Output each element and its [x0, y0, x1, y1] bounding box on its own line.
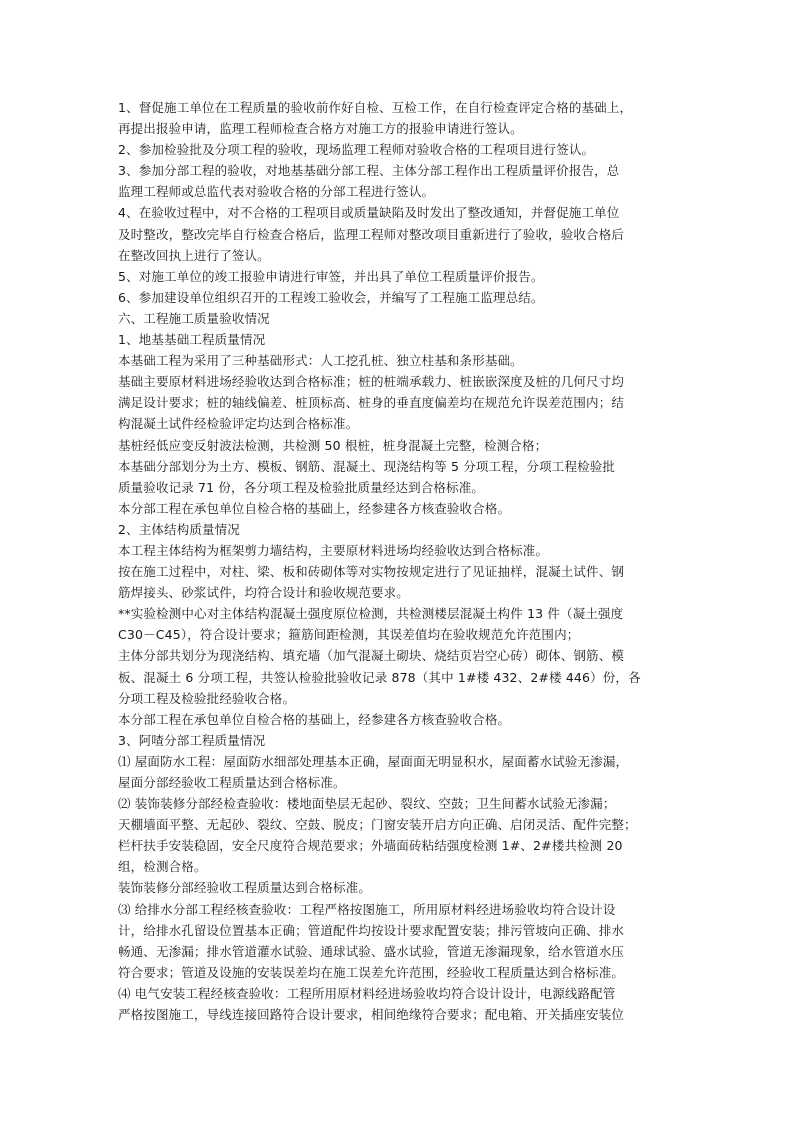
text-line: 在整改回执上进行了签认。 — [118, 247, 270, 263]
text-line: 分项工程及检验批经验收合格。 — [118, 690, 296, 706]
text-line: 屋面分部经验收工程质量达到合格标准。 — [118, 775, 346, 790]
text-line: 天棚墙面平整、无起砂、裂纹、空鼓、脱皮；门窗安装开启方向正确、启闭灵活、配件完整； — [118, 817, 637, 833]
text-line: 再提出报验申请，监理工程师检查合格方对施工方的报验申请进行签认。 — [118, 121, 523, 137]
document-body — [118, 97, 686, 1025]
text-line: 装饰装修分部经验收工程质量达到合格标准。 — [118, 880, 372, 896]
text-line: 基础主要原材料进场经验收达到合格标准；桩的桩端承载力、桩嵌嵌深度及桩的几何尺寸均 — [118, 374, 625, 390]
text-line: 监理工程师或总监代表对验收合格的分部工程进行签认。 — [118, 184, 435, 200]
text-line: ⑷ 电气安装工程经核查验收：工程所用原材料经进场验收均符合设计设计，电源线路配管 — [118, 985, 616, 1001]
text-line: 及时整改，整改完毕自行检查合格后，监理工程师对整改项目重新进行了验收，验收合格后 — [118, 226, 625, 242]
text-line: 本基础工程为采用了三种基础形式：人工挖孔桩、独立柱基和条形基础。 — [118, 353, 523, 369]
text-line: 计，给排水孔留设位置基本正确；管道配件均按设计要求配置安装；排污管坡向正确、排水 — [118, 922, 625, 938]
subsection-heading: 3、阿喳分部工程质量情况 — [118, 732, 266, 748]
text-line: 主体分部共划分为现浇结构、填充墙（加气混凝土砌块、烧结页岩空心砖）砌体、钢筋、模 — [118, 648, 625, 664]
text-line: ⑴ 屋面防水工程：屋面防水细部处理基本正确，屋面面无明显积水，屋面蓄水试验无渗漏， — [118, 753, 629, 769]
subsection-heading: 1、地基基础工程质量情况 — [118, 332, 266, 348]
text-line: **实验检测中心对主体结构混凝土强度原位检测，共检测楼层混凝土构件 13 件（凝土强度 — [118, 606, 624, 622]
text-line: 组，检测合格。 — [118, 859, 207, 875]
text-line: 本基础分部划分为土方、模板、钢筋、混凝土、现浇结构等 5 分项工程，分项工程检验批 — [118, 458, 616, 474]
text-line: ⑶ 给排水分部工程经核查验收：工程严格按图施工，所用原材料经进场验收均符合设计设 — [118, 901, 616, 917]
text-line: 基桩经低应变反射波法检测，共检测 50 根桩，桩身混凝土完整，检测合格； — [118, 437, 548, 453]
text-line: 5、对施工单位的竣工报验申请进行审签，并出具了单位工程质量评价报告。 — [118, 268, 544, 284]
text-line: 筋焊接头、砂浆试件，均符合设计和验收规范要求。 — [118, 585, 409, 601]
text-line: 3、参加分部工程的验收，对地基基础分部工程、主体分部工程作出工程质量评价报告，总 — [118, 163, 620, 179]
text-line: 板、混凝土 6 分项工程，共签认检验批验收记录 878（其中 1#楼 432、2#楼 446）份，各 — [118, 669, 641, 685]
text-line: 栏杆扶手安装稳固，安全尺度符合规范要求；外墙面砖粘结强度检测 1#、2#楼共检测 20 — [118, 838, 623, 854]
text-line: 本分部工程在承包单位自检合格的基础上，经参建各方核查验收合格。 — [118, 500, 511, 516]
section-heading: 六、工程施工质量验收情况 — [118, 310, 270, 326]
text-line: 2、参加检验批及分项工程的验收，现场监理工程师对验收合格的工程项目进行签认。 — [118, 142, 595, 158]
text-line: 本工程主体结构为框架剪力墙结构，主要原材料进场均经验收达到合格标准。 — [118, 542, 549, 558]
text-line: 6、参加建设单位组织召开的工程竣工验收会，并编写了工程施工监理总结。 — [118, 289, 544, 305]
text-line: ⑵ 装饰装修分部经检查验收：楼地面垫层无起砂、裂纹、空鼓；卫生间蓄水试验无渗漏； — [118, 796, 616, 812]
text-line: 质量验收记录 71 份，各分项工程及检验批质量经达到合格标准。 — [118, 479, 485, 495]
text-line: 按在施工过程中，对柱、梁、板和砖砌体等对实物按规定进行了见证抽样，混凝土试件、钢 — [118, 564, 625, 580]
text-line: 畅通、无渗漏；排水管道灌水试验、通球试验、盛水试验，管道无渗漏现象，给水管道水压 — [118, 943, 625, 959]
text-line: C30－C45），符合设计要求；箍筋间距检测，其误差值均在验收规范允许范围内； — [118, 627, 580, 643]
text-line: 1、督促施工单位在工程质量的验收前作好自检、互检工作，在自行检查评定合格的基础上， — [118, 100, 633, 115]
text-line: 满足设计要求；桩的轴线偏差、桩顶标高、桩身的垂直度偏差均在规范允许误差范围内；结 — [118, 395, 625, 411]
text-line: 严格按图施工，导线连接回路符合设计要求，相间绝缘符合要求；配电箱、开关插座安装位 — [118, 1007, 625, 1023]
text-line: 4、在验收过程中，对不合格的工程项目或质量缺陷及时发出了整改通知，并督促施工单位 — [118, 205, 620, 221]
subsection-heading: 2、主体结构质量情况 — [118, 521, 240, 537]
text-line: 构混凝土试件经检验评定均达到合格标准。 — [118, 416, 359, 432]
text-line: 符合要求；管道及设施的安装误差均在施工误差允许范围，经验收工程质量达到合格标准。 — [118, 964, 625, 980]
text-line: 本分部工程在承包单位自检合格的基础上，经参建各方核查验收合格。 — [118, 711, 511, 727]
